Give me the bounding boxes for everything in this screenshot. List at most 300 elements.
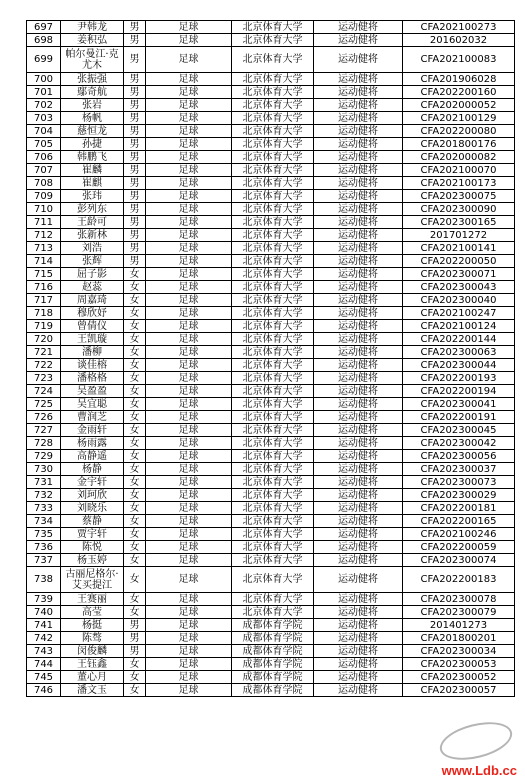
cell-level: 运动健将 xyxy=(314,47,403,73)
cell-school: 北京体育大学 xyxy=(232,268,314,281)
cell-gender: 男 xyxy=(124,112,146,125)
cell-sport: 足球 xyxy=(146,567,232,593)
cell-school: 北京体育大学 xyxy=(232,21,314,34)
cell-sport: 足球 xyxy=(146,411,232,424)
table-row xyxy=(27,515,515,528)
cell-name: 彭列东 xyxy=(61,203,124,216)
cell-cert-no: CFA202300044 xyxy=(403,359,515,372)
cell-cert-no: CFA202300079 xyxy=(403,606,515,619)
table-row xyxy=(27,164,515,177)
cell-cert-no: CFA201800176 xyxy=(403,138,515,151)
table-row xyxy=(27,372,515,385)
cell-school: 北京体育大学 xyxy=(232,99,314,112)
cell-sport: 足球 xyxy=(146,34,232,47)
cell-name: 贾宇轩 xyxy=(61,528,124,541)
cell-name: 董心月 xyxy=(61,671,124,684)
table-row xyxy=(27,463,515,476)
cell-name: 曹润芝 xyxy=(61,411,124,424)
cell-school: 北京体育大学 xyxy=(232,190,314,203)
cell-school: 北京体育大学 xyxy=(232,489,314,502)
cell-index: 697 xyxy=(27,21,61,34)
cell-cert-no: CFA202300043 xyxy=(403,281,515,294)
cell-cert-no: 201701272 xyxy=(403,229,515,242)
cell-index: 723 xyxy=(27,372,61,385)
cell-sport: 足球 xyxy=(146,21,232,34)
cell-name: 鄢奇航 xyxy=(61,86,124,99)
cell-school: 北京体育大学 xyxy=(232,502,314,515)
cell-school: 北京体育大学 xyxy=(232,320,314,333)
table-row xyxy=(27,658,515,671)
cell-level: 运动健将 xyxy=(314,203,403,216)
cell-name: 金雨轩 xyxy=(61,424,124,437)
cell-sport: 足球 xyxy=(146,359,232,372)
cell-sport: 足球 xyxy=(146,385,232,398)
cell-school: 北京体育大学 xyxy=(232,164,314,177)
cell-gender: 女 xyxy=(124,450,146,463)
cell-gender: 女 xyxy=(124,424,146,437)
table-row xyxy=(27,177,515,190)
table-row xyxy=(27,151,515,164)
cell-sport: 足球 xyxy=(146,437,232,450)
cell-sport: 足球 xyxy=(146,684,232,697)
cell-level: 运动健将 xyxy=(314,528,403,541)
cell-cert-no: CFA202000082 xyxy=(403,151,515,164)
table-row xyxy=(27,333,515,346)
cell-sport: 足球 xyxy=(146,112,232,125)
cell-school: 成都体育学院 xyxy=(232,671,314,684)
cell-sport: 足球 xyxy=(146,658,232,671)
cell-school: 北京体育大学 xyxy=(232,541,314,554)
cell-index: 724 xyxy=(27,385,61,398)
cell-name: 穆欣妤 xyxy=(61,307,124,320)
cell-level: 运动健将 xyxy=(314,359,403,372)
cell-school: 北京体育大学 xyxy=(232,86,314,99)
cell-gender: 男 xyxy=(124,229,146,242)
cell-level: 运动健将 xyxy=(314,684,403,697)
cell-sport: 足球 xyxy=(146,489,232,502)
cell-sport: 足球 xyxy=(146,593,232,606)
cell-index: 716 xyxy=(27,281,61,294)
cell-index: 727 xyxy=(27,424,61,437)
cell-index: 730 xyxy=(27,463,61,476)
table-row xyxy=(27,203,515,216)
cell-cert-no: CFA202300053 xyxy=(403,658,515,671)
cell-gender: 女 xyxy=(124,606,146,619)
cell-index: 728 xyxy=(27,437,61,450)
cell-index: 731 xyxy=(27,476,61,489)
cell-gender: 女 xyxy=(124,320,146,333)
cell-school: 北京体育大学 xyxy=(232,151,314,164)
cell-cert-no: CFA202100141 xyxy=(403,242,515,255)
cell-index: 741 xyxy=(27,619,61,632)
cell-school: 北京体育大学 xyxy=(232,359,314,372)
cell-index: 708 xyxy=(27,177,61,190)
cell-gender: 男 xyxy=(124,177,146,190)
table-row xyxy=(27,385,515,398)
cell-gender: 女 xyxy=(124,671,146,684)
cell-sport: 足球 xyxy=(146,164,232,177)
cell-level: 运动健将 xyxy=(314,411,403,424)
cell-index: 737 xyxy=(27,554,61,567)
cell-cert-no: CFA202300073 xyxy=(403,476,515,489)
cell-sport: 足球 xyxy=(146,476,232,489)
table-row xyxy=(27,632,515,645)
cell-cert-no: CFA202100083 xyxy=(403,47,515,73)
cell-cert-no: CFA202200160 xyxy=(403,86,515,99)
table-row xyxy=(27,411,515,424)
cell-cert-no: CFA202200181 xyxy=(403,502,515,515)
cell-level: 运动健将 xyxy=(314,489,403,502)
cell-index: 705 xyxy=(27,138,61,151)
cell-school: 北京体育大学 xyxy=(232,125,314,138)
cell-school: 北京体育大学 xyxy=(232,463,314,476)
cell-level: 运动健将 xyxy=(314,476,403,489)
cell-index: 719 xyxy=(27,320,61,333)
cell-gender: 女 xyxy=(124,385,146,398)
cell-sport: 足球 xyxy=(146,294,232,307)
cell-cert-no: CFA202300078 xyxy=(403,593,515,606)
cell-school: 北京体育大学 xyxy=(232,216,314,229)
cell-cert-no: CFA202100173 xyxy=(403,177,515,190)
cell-level: 运动健将 xyxy=(314,268,403,281)
table-row xyxy=(27,138,515,151)
cell-name: 韩鹏飞 xyxy=(61,151,124,164)
cell-level: 运动健将 xyxy=(314,606,403,619)
cell-name: 谈佳榕 xyxy=(61,359,124,372)
cell-name: 张新林 xyxy=(61,229,124,242)
cell-level: 运动健将 xyxy=(314,294,403,307)
cell-gender: 男 xyxy=(124,216,146,229)
cell-name: 高静遥 xyxy=(61,450,124,463)
cell-name: 潘文玉 xyxy=(61,684,124,697)
cell-index: 745 xyxy=(27,671,61,684)
cell-school: 成都体育学院 xyxy=(232,619,314,632)
cell-index: 721 xyxy=(27,346,61,359)
cell-index: 711 xyxy=(27,216,61,229)
cell-cert-no: CFA202300074 xyxy=(403,554,515,567)
cell-school: 北京体育大学 xyxy=(232,437,314,450)
cell-index: 725 xyxy=(27,398,61,411)
table-row xyxy=(27,424,515,437)
cell-school: 成都体育学院 xyxy=(232,684,314,697)
table-row xyxy=(27,320,515,333)
cell-school: 北京体育大学 xyxy=(232,177,314,190)
cell-school: 北京体育大学 xyxy=(232,450,314,463)
cell-name: 吴盈盈 xyxy=(61,385,124,398)
cell-index: 733 xyxy=(27,502,61,515)
cell-level: 运动健将 xyxy=(314,34,403,47)
cell-gender: 女 xyxy=(124,554,146,567)
cell-school: 北京体育大学 xyxy=(232,203,314,216)
cell-gender: 男 xyxy=(124,632,146,645)
cell-sport: 足球 xyxy=(146,307,232,320)
cell-school: 北京体育大学 xyxy=(232,229,314,242)
cell-school: 北京体育大学 xyxy=(232,112,314,125)
cell-level: 运动健将 xyxy=(314,554,403,567)
cell-index: 710 xyxy=(27,203,61,216)
cell-index: 735 xyxy=(27,528,61,541)
cell-name: 曾倩仪 xyxy=(61,320,124,333)
cell-school: 北京体育大学 xyxy=(232,242,314,255)
cell-sport: 足球 xyxy=(146,151,232,164)
table-row xyxy=(27,645,515,658)
cell-sport: 足球 xyxy=(146,463,232,476)
cell-index: 702 xyxy=(27,99,61,112)
cell-index: 742 xyxy=(27,632,61,645)
cell-level: 运动健将 xyxy=(314,671,403,684)
cell-gender: 女 xyxy=(124,541,146,554)
cell-cert-no: CFA202300165 xyxy=(403,216,515,229)
cell-gender: 男 xyxy=(124,242,146,255)
cell-index: 704 xyxy=(27,125,61,138)
cell-cert-no: CFA202300052 xyxy=(403,671,515,684)
table-row xyxy=(27,34,515,47)
table-row xyxy=(27,21,515,34)
stamp-mark xyxy=(436,716,516,767)
cell-gender: 女 xyxy=(124,658,146,671)
cell-school: 北京体育大学 xyxy=(232,411,314,424)
cell-gender: 男 xyxy=(124,86,146,99)
cell-index: 715 xyxy=(27,268,61,281)
cell-index: 729 xyxy=(27,450,61,463)
table-row xyxy=(27,502,515,515)
cell-index: 703 xyxy=(27,112,61,125)
cell-name: 慈恒龙 xyxy=(61,125,124,138)
cell-school: 北京体育大学 xyxy=(232,307,314,320)
cell-name: 蔡静 xyxy=(61,515,124,528)
cell-name: 王凯璇 xyxy=(61,333,124,346)
cell-sport: 足球 xyxy=(146,398,232,411)
table-row xyxy=(27,255,515,268)
cell-gender: 男 xyxy=(124,125,146,138)
table-row xyxy=(27,606,515,619)
cell-gender: 男 xyxy=(124,73,146,86)
table-row xyxy=(27,112,515,125)
cell-name: 刘晓乐 xyxy=(61,502,124,515)
cell-cert-no: CFA202100273 xyxy=(403,21,515,34)
cell-name: 杨静 xyxy=(61,463,124,476)
table-row xyxy=(27,476,515,489)
cell-index: 740 xyxy=(27,606,61,619)
table-row xyxy=(27,268,515,281)
cell-cert-no: CFA202300063 xyxy=(403,346,515,359)
cell-cert-no: CFA202200059 xyxy=(403,541,515,554)
cell-school: 北京体育大学 xyxy=(232,47,314,73)
cell-school: 北京体育大学 xyxy=(232,281,314,294)
cell-level: 运动健将 xyxy=(314,242,403,255)
cell-school: 成都体育学院 xyxy=(232,658,314,671)
cell-gender: 男 xyxy=(124,21,146,34)
cell-index: 734 xyxy=(27,515,61,528)
cell-school: 北京体育大学 xyxy=(232,138,314,151)
cell-cert-no: CFA202300037 xyxy=(403,463,515,476)
table-row xyxy=(27,307,515,320)
table-row xyxy=(27,359,515,372)
cell-index: 739 xyxy=(27,593,61,606)
cell-school: 北京体育大学 xyxy=(232,385,314,398)
cell-gender: 女 xyxy=(124,307,146,320)
cell-level: 运动健将 xyxy=(314,21,403,34)
cell-sport: 足球 xyxy=(146,528,232,541)
cell-level: 运动健将 xyxy=(314,515,403,528)
cell-level: 运动健将 xyxy=(314,346,403,359)
cell-gender: 男 xyxy=(124,190,146,203)
cell-name: 崔麒 xyxy=(61,177,124,190)
cell-cert-no: CFA202300034 xyxy=(403,645,515,658)
cell-gender: 男 xyxy=(124,34,146,47)
cell-name: 帕尔曼江·克尤木 xyxy=(61,47,124,73)
cell-index: 714 xyxy=(27,255,61,268)
cell-sport: 足球 xyxy=(146,606,232,619)
cell-index: 743 xyxy=(27,645,61,658)
cell-school: 北京体育大学 xyxy=(232,593,314,606)
cell-school: 北京体育大学 xyxy=(232,476,314,489)
cell-level: 运动健将 xyxy=(314,658,403,671)
cell-cert-no: CFA202100129 xyxy=(403,112,515,125)
cell-cert-no: 201602032 xyxy=(403,34,515,47)
table-row xyxy=(27,346,515,359)
cell-index: 712 xyxy=(27,229,61,242)
cell-level: 运动健将 xyxy=(314,398,403,411)
cell-gender: 女 xyxy=(124,437,146,450)
table-row xyxy=(27,281,515,294)
cell-gender: 女 xyxy=(124,268,146,281)
cell-sport: 足球 xyxy=(146,99,232,112)
cell-level: 运动健将 xyxy=(314,619,403,632)
cell-name: 张岩 xyxy=(61,99,124,112)
cell-level: 运动健将 xyxy=(314,424,403,437)
cell-gender: 男 xyxy=(124,99,146,112)
table-row xyxy=(27,567,515,593)
cell-level: 运动健将 xyxy=(314,151,403,164)
cell-gender: 男 xyxy=(124,47,146,73)
table-row xyxy=(27,671,515,684)
cell-gender: 女 xyxy=(124,281,146,294)
cell-cert-no: CFA202300041 xyxy=(403,398,515,411)
site-watermark: www.Ldb.cc xyxy=(441,763,517,778)
cell-index: 698 xyxy=(27,34,61,47)
table-row xyxy=(27,554,515,567)
cell-sport: 足球 xyxy=(146,190,232,203)
cell-index: 700 xyxy=(27,73,61,86)
table-row xyxy=(27,99,515,112)
cell-cert-no: CFA202300029 xyxy=(403,489,515,502)
cell-gender: 女 xyxy=(124,333,146,346)
cell-sport: 足球 xyxy=(146,138,232,151)
cell-gender: 男 xyxy=(124,255,146,268)
cell-sport: 足球 xyxy=(146,268,232,281)
cell-level: 运动健将 xyxy=(314,632,403,645)
cell-cert-no: CFA202300045 xyxy=(403,424,515,437)
cell-level: 运动健将 xyxy=(314,593,403,606)
cell-name: 金宇轩 xyxy=(61,476,124,489)
cell-school: 北京体育大学 xyxy=(232,34,314,47)
cell-cert-no: CFA202100246 xyxy=(403,528,515,541)
table-row xyxy=(27,528,515,541)
cell-level: 运动健将 xyxy=(314,138,403,151)
cell-level: 运动健将 xyxy=(314,385,403,398)
cell-name: 闵俊麟 xyxy=(61,645,124,658)
table-row xyxy=(27,593,515,606)
cell-sport: 足球 xyxy=(146,203,232,216)
cell-sport: 足球 xyxy=(146,281,232,294)
cell-index: 720 xyxy=(27,333,61,346)
cell-index: 713 xyxy=(27,242,61,255)
cell-index: 746 xyxy=(27,684,61,697)
table-row xyxy=(27,216,515,229)
cell-gender: 女 xyxy=(124,463,146,476)
cell-level: 运动健将 xyxy=(314,333,403,346)
cell-index: 732 xyxy=(27,489,61,502)
cell-gender: 女 xyxy=(124,346,146,359)
cell-name: 孙捷 xyxy=(61,138,124,151)
cell-name: 张玮 xyxy=(61,190,124,203)
cell-cert-no: CFA202200191 xyxy=(403,411,515,424)
table-row xyxy=(27,294,515,307)
cell-cert-no: CFA202300056 xyxy=(403,450,515,463)
cell-sport: 足球 xyxy=(146,372,232,385)
athlete-table xyxy=(26,20,515,697)
cell-level: 运动健将 xyxy=(314,281,403,294)
cell-gender: 女 xyxy=(124,684,146,697)
cell-sport: 足球 xyxy=(146,619,232,632)
cell-cert-no: CFA202200165 xyxy=(403,515,515,528)
cell-index: 722 xyxy=(27,359,61,372)
cell-name: 周嘉琦 xyxy=(61,294,124,307)
cell-cert-no: CFA202100247 xyxy=(403,307,515,320)
cell-name: 张辉 xyxy=(61,255,124,268)
cell-school: 北京体育大学 xyxy=(232,554,314,567)
cell-gender: 女 xyxy=(124,359,146,372)
cell-sport: 足球 xyxy=(146,502,232,515)
cell-index: 738 xyxy=(27,567,61,593)
cell-level: 运动健将 xyxy=(314,463,403,476)
cell-name: 高莹 xyxy=(61,606,124,619)
table-row xyxy=(27,398,515,411)
cell-cert-no: CFA202100070 xyxy=(403,164,515,177)
cell-cert-no: CFA202200144 xyxy=(403,333,515,346)
cell-gender: 女 xyxy=(124,593,146,606)
cell-sport: 足球 xyxy=(146,320,232,333)
cell-sport: 足球 xyxy=(146,216,232,229)
cell-index: 744 xyxy=(27,658,61,671)
cell-index: 717 xyxy=(27,294,61,307)
cell-name: 尹韩龙 xyxy=(61,21,124,34)
cell-name: 杨玉婷 xyxy=(61,554,124,567)
cell-cert-no: CFA202200194 xyxy=(403,385,515,398)
cell-sport: 足球 xyxy=(146,333,232,346)
cell-level: 运动健将 xyxy=(314,216,403,229)
cell-name: 赵蕊 xyxy=(61,281,124,294)
cell-level: 运动健将 xyxy=(314,450,403,463)
cell-name: 崔麟 xyxy=(61,164,124,177)
cell-gender: 女 xyxy=(124,528,146,541)
cell-level: 运动健将 xyxy=(314,190,403,203)
cell-cert-no: CFA202300071 xyxy=(403,268,515,281)
cell-gender: 女 xyxy=(124,294,146,307)
table-row xyxy=(27,229,515,242)
cell-cert-no: CFA202300040 xyxy=(403,294,515,307)
cell-level: 运动健将 xyxy=(314,307,403,320)
cell-sport: 足球 xyxy=(146,229,232,242)
cell-school: 北京体育大学 xyxy=(232,294,314,307)
cell-gender: 男 xyxy=(124,645,146,658)
cell-gender: 男 xyxy=(124,619,146,632)
cell-gender: 女 xyxy=(124,398,146,411)
cell-level: 运动健将 xyxy=(314,255,403,268)
cell-sport: 足球 xyxy=(146,73,232,86)
cell-index: 701 xyxy=(27,86,61,99)
